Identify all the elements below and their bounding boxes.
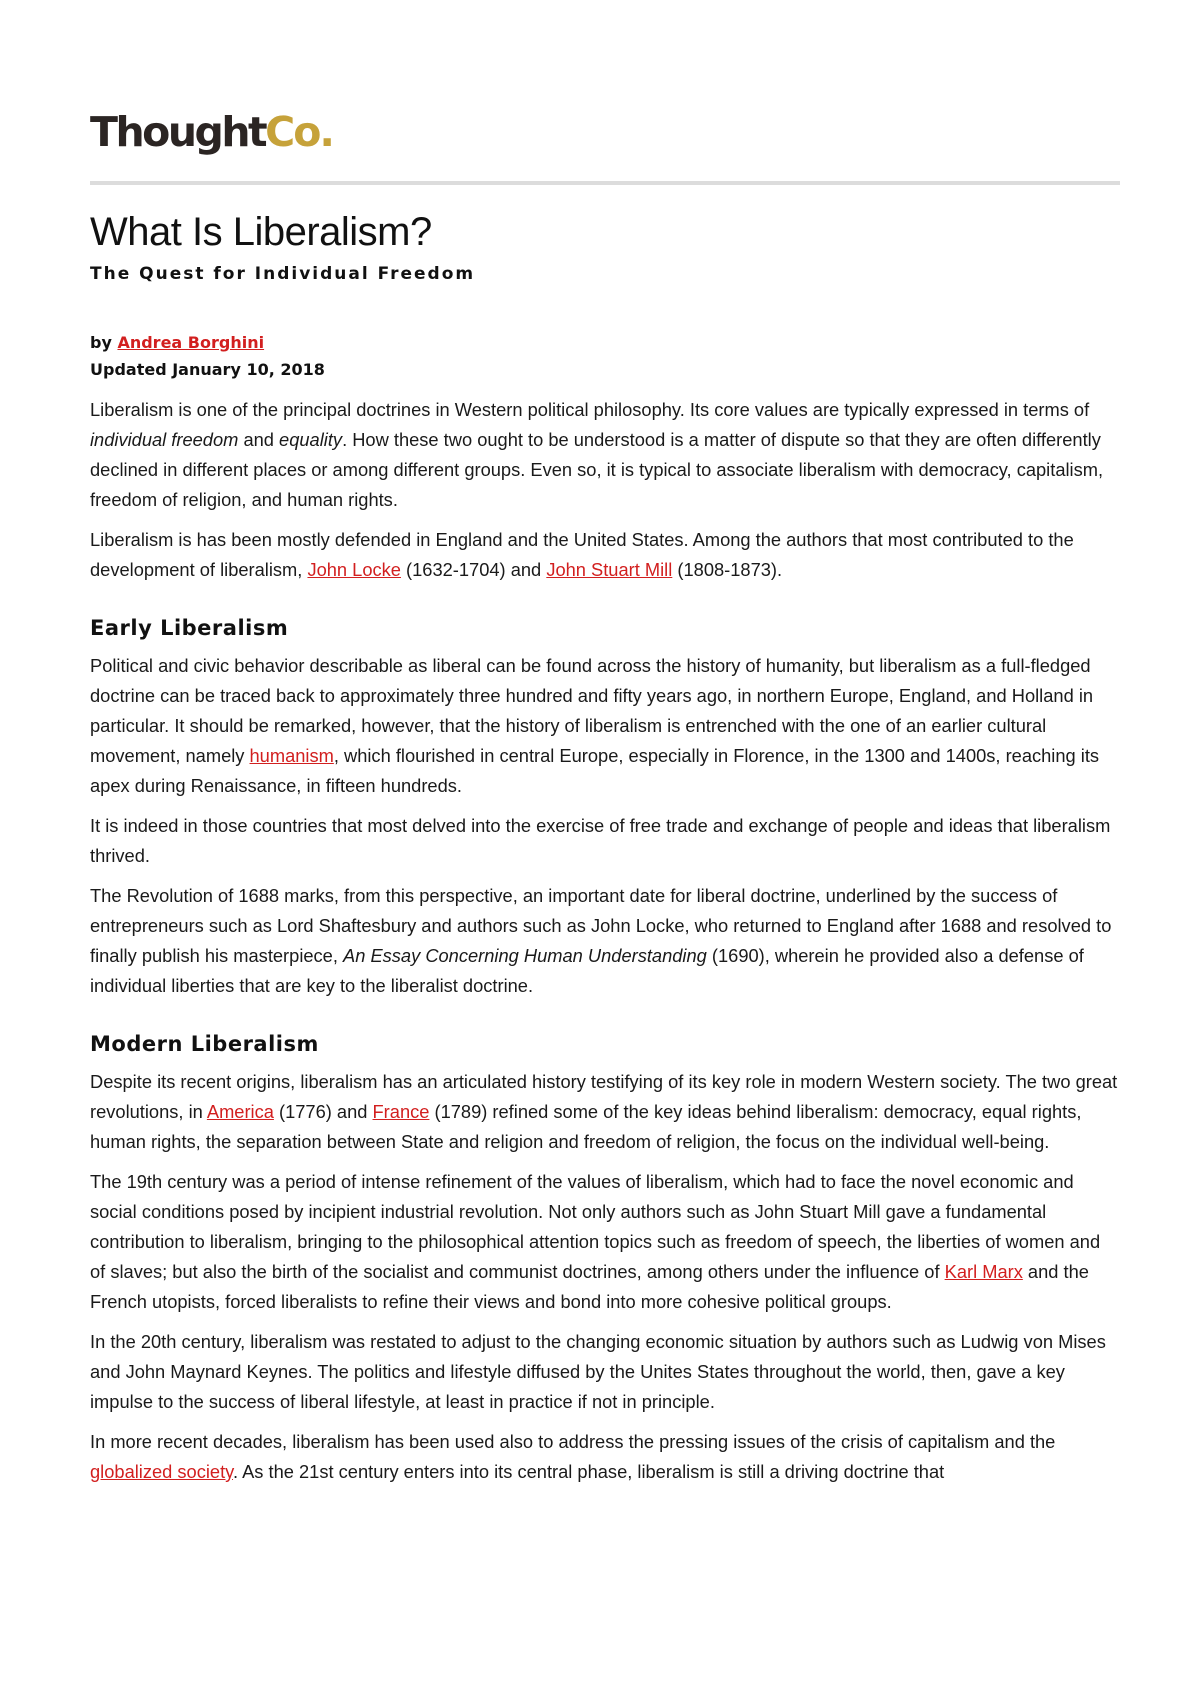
modern-paragraph-2 <box>90 1167 1120 1317</box>
early-paragraph-2: It is indeed in those countries that most delved into the exercise of free trade and exchange of people and ideas that liberalism thrived. <box>90 815 1111 866</box>
link-karl-marx[interactable]: Karl Marx <box>944 1261 1023 1282</box>
text: The 19th century was a period of intense refinement of the values of liberalism, which had to face the novel economic and social conditions posed by incipient industrial revolution. Not only authors such as John Stuart Mill gave a fundamental contribution to liberalism, bringing to the philosophical attention topics such as freedom of speech, the liberties of women and of slaves; but also the birth of the socialist and communist doctrines, among others under the influence of <box>90 1171 1101 1282</box>
modern-paragraph-1 <box>90 1067 1120 1157</box>
text: and <box>238 429 280 450</box>
emphasis-individual-freedom: individual freedom <box>90 429 239 450</box>
text: Liberalism is one of the principal doctrines in Western political philosophy. Its core values are typically expressed in terms of <box>90 399 1090 420</box>
text: Liberalism is has been mostly defended in England and the United States. Among the authors that most contributed to the development of liberalism, <box>90 529 1074 580</box>
intro-paragraph-1 <box>90 395 1120 515</box>
emphasis-equality: equality <box>279 429 343 450</box>
article-body <box>90 395 1120 1497</box>
text: (1632-1704) and <box>400 559 547 580</box>
logo-text-main: Thought <box>90 108 266 156</box>
link-france[interactable]: France <box>372 1101 430 1122</box>
modern-paragraph-3: In the 20th century, liberalism was restated to adjust to the changing economic situation by authors such as Ludwig von Mises and John Maynard Keynes. The politics and lifestyle diffused by the Unites States throughout the world, then, gave a key impulse to the success of liberal lifestyle, at least in practice if not in principle. <box>90 1331 1106 1412</box>
text: (1776) and <box>273 1101 373 1122</box>
logo-text-co: Co <box>265 108 320 156</box>
intro-paragraph-2 <box>90 525 1120 585</box>
updated-date: Updated January 10, 2018 <box>90 360 325 379</box>
text: . How these two ought to be understood is a matter of dispute so that they are often differently declined in different places or among different groups. Even so, it is typical to associate liberalism with democracy, capitalism, freedom of religion, and human rights. <box>90 429 1104 510</box>
early-paragraph-3 <box>90 881 1120 1001</box>
emphasis-essay-title: An Essay Concerning Human Understanding <box>343 945 707 966</box>
article-title: What Is Liberalism? <box>90 210 432 254</box>
link-globalized-society[interactable]: globalized society <box>90 1461 233 1482</box>
text: (1789) refined some of the key ideas behind liberalism: democracy, equal rights, human rights, the separation between State and religion and freedom of religion, the focus on the individual well-being. <box>90 1101 1082 1152</box>
text: (1808-1873). <box>672 559 783 580</box>
text: . As the 21st century enters into its central phase, liberalism is still a driving doctrine that <box>232 1461 945 1482</box>
byline-prefix: by <box>90 333 118 352</box>
modern-paragraph-4 <box>90 1427 1120 1487</box>
author-link[interactable]: Andrea Borghini <box>117 333 265 352</box>
heading-modern-liberalism: Modern Liberalism <box>90 1032 319 1056</box>
link-john-locke[interactable]: John Locke <box>307 559 401 580</box>
logo-dot: . <box>319 108 333 156</box>
early-paragraph-1 <box>90 651 1120 801</box>
text: Political and civic behavior describable as liberal can be found across the history of humanity, but liberalism as a full-fledged doctrine can be traced back to approximately three hundred and fifty years ago, in northern Europe, England, and Holland in particular. It should be remarked, however, that the history of liberalism is entrenched with the one of an earlier cultural movement, namely <box>90 655 1094 766</box>
text: (1690), wherein he provided also a defense of individual liberties that are key to the liberalist doctrine. <box>90 945 1084 996</box>
heading-early-liberalism: Early Liberalism <box>90 616 289 640</box>
link-john-stuart-mill[interactable]: John Stuart Mill <box>546 559 673 580</box>
byline <box>90 333 264 352</box>
link-america[interactable]: America <box>206 1101 274 1122</box>
thoughtco-logo[interactable] <box>90 108 333 156</box>
text: Despite its recent origins, liberalism has an articulated history testifying of its key role in modern Western society. The two great revolutions, in <box>90 1071 1118 1122</box>
article-subtitle: The Quest for Individual Freedom <box>90 264 476 284</box>
text: The Revolution of 1688 marks, from this perspective, an important date for liberal doctrine, underlined by the success of entrepreneurs such as Lord Shaftesbury and authors such as John Locke, who returned to England after 1688 and resolved to finally publish his masterpiece, <box>90 885 1112 966</box>
header-divider <box>90 181 1120 185</box>
link-humanism[interactable]: humanism <box>249 745 334 766</box>
text: In more recent decades, liberalism has been used also to address the pressing issues of the crisis of capitalism and the <box>90 1431 1056 1452</box>
text: , which flourished in central Europe, especially in Florence, in the 1300 and 1400s, reaching its apex during Renaissance, in fifteen hundreds. <box>90 745 1100 796</box>
text: and the French utopists, forced liberalists to refine their views and bond into more cohesive political groups. <box>90 1261 1089 1312</box>
